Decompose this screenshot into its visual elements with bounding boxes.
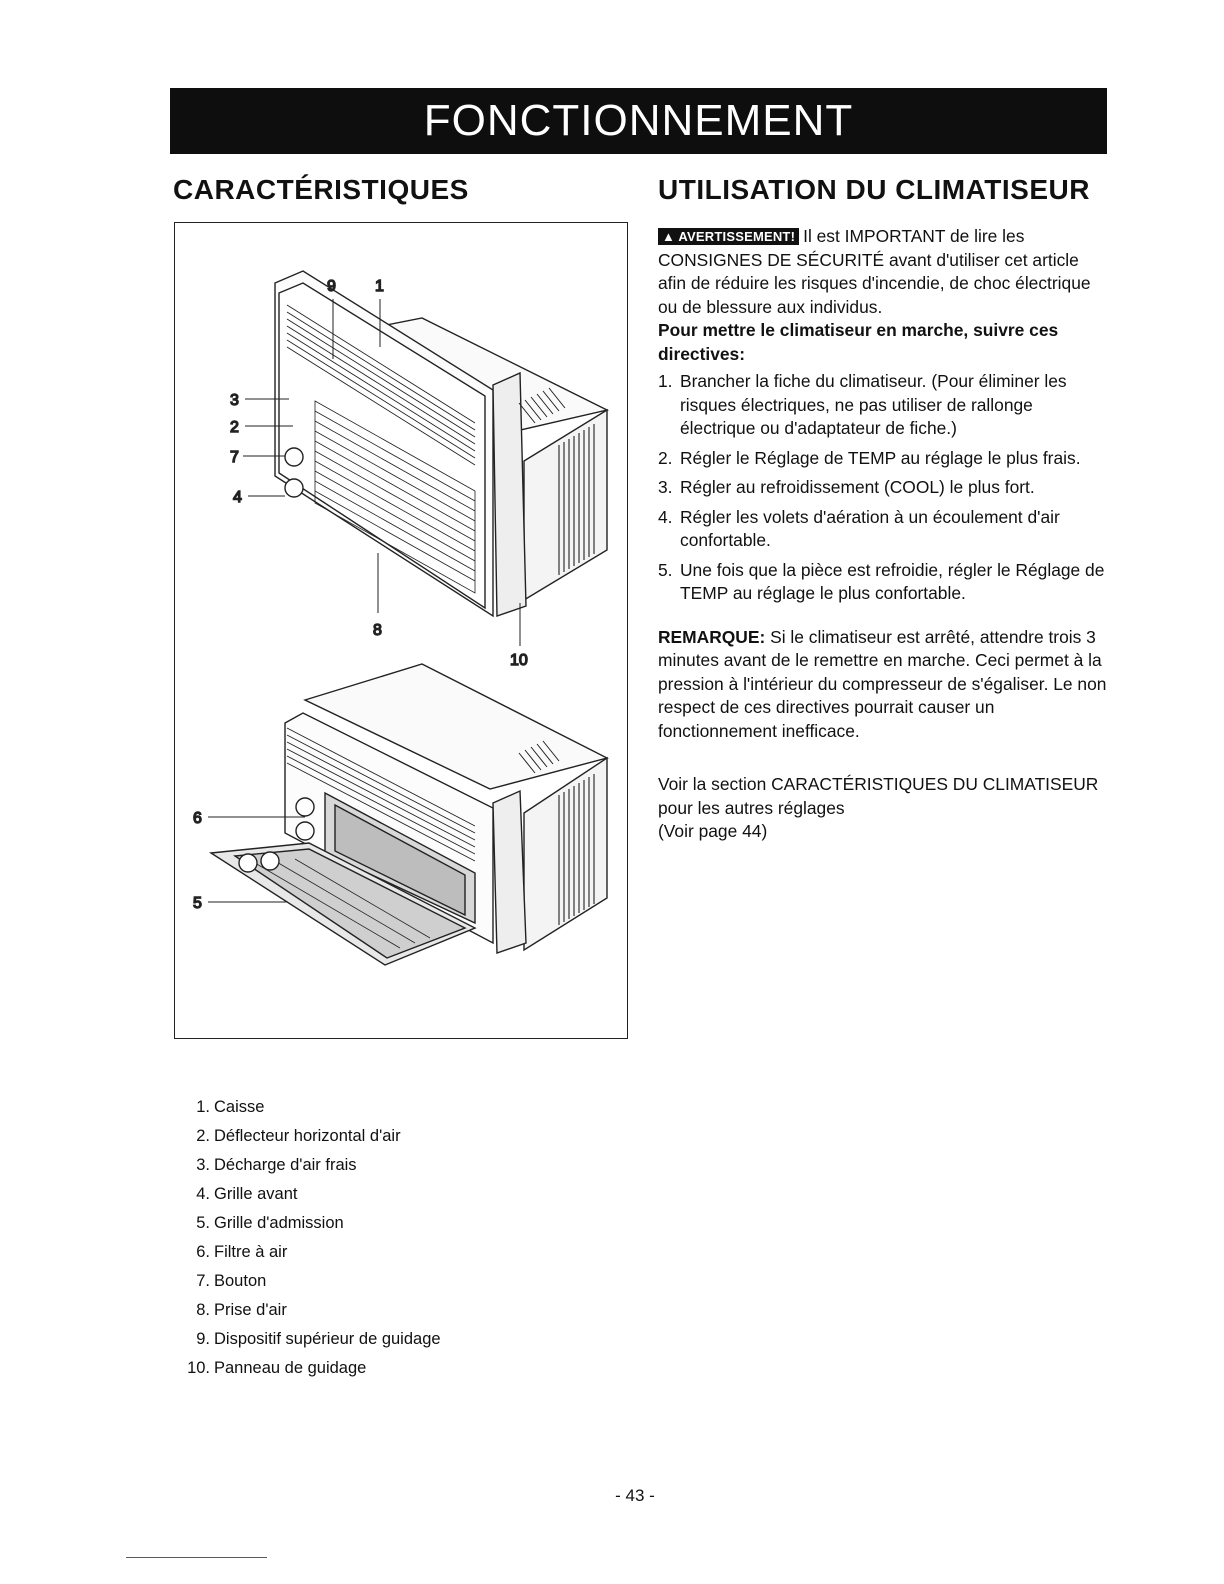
legend-label: Prise d'air: [214, 1301, 287, 1319]
legend-number: 4.: [196, 1185, 210, 1203]
ac-unit-top: [275, 271, 607, 616]
callout-4: 4: [233, 489, 242, 506]
legend-number: 9.: [196, 1330, 210, 1348]
steps-list: [658, 370, 1108, 606]
list-item: [183, 1093, 441, 1122]
step-text: Régler le Réglage de TEMP au réglage le plus frais.: [680, 447, 1081, 468]
callout-8: 8: [373, 622, 382, 639]
callout-10: 10: [510, 652, 528, 669]
ac-unit-bottom: [211, 664, 607, 965]
legend-number: 10.: [187, 1359, 210, 1377]
list-item: [183, 1180, 441, 1209]
step-text: Brancher la fiche du climatiseur. (Pour éliminer les risques électriques, ne pas utiliser de rallonge électrique ou d'adaptateur de fiche.): [680, 371, 1067, 438]
step-text: Régler au refroidissement (COOL) le plus fort.: [680, 477, 1035, 497]
list-item: [183, 1325, 441, 1354]
legend-number: 6.: [196, 1243, 210, 1261]
list-item: [183, 1209, 441, 1238]
legend-label: Caisse: [214, 1098, 265, 1116]
list-item: [658, 506, 1108, 553]
legend-label: Décharge d'air frais: [214, 1156, 357, 1174]
warning-triangle-icon: ▲: [662, 229, 676, 244]
step-number: 5.: [658, 559, 673, 580]
legend-label: Filtre à air: [214, 1243, 288, 1261]
ac-illustration: [175, 223, 629, 1040]
callout-3: 3: [230, 392, 239, 409]
legend-label: Panneau de guidage: [214, 1359, 367, 1377]
note-label: REMARQUE:: [658, 626, 766, 647]
features-heading: CARACTÉRISTIQUES: [173, 174, 469, 205]
step-text: Régler les volets d'aération à un écoulement d'air confortable.: [680, 506, 1060, 550]
legend-label: Grille d'admission: [214, 1214, 344, 1232]
legend-number: 8.: [196, 1301, 210, 1319]
list-item: [183, 1238, 441, 1267]
step-number: 4.: [658, 506, 673, 527]
usage-heading: UTILISATION DU CLIMATISEUR: [658, 174, 1090, 205]
list-item: [658, 447, 1108, 471]
see-also-page: (Voir page 44): [658, 821, 768, 841]
callout-6: 6: [193, 810, 202, 827]
step-number: 2.: [658, 447, 673, 468]
legend-number: 2.: [196, 1127, 210, 1145]
usage-section: [658, 225, 1108, 844]
callout-7: 7: [230, 449, 239, 466]
callout-5: 5: [193, 895, 202, 912]
note-paragraph: [658, 626, 1108, 744]
list-item: [183, 1296, 441, 1325]
step-number: 3.: [658, 477, 673, 497]
list-item: [658, 559, 1108, 606]
see-also-paragraph: [658, 773, 1108, 844]
list-item: [183, 1122, 441, 1151]
legend-number: 7.: [196, 1272, 210, 1290]
legend-number: 1.: [196, 1098, 210, 1116]
list-item: [183, 1354, 441, 1383]
directive-text: Pour mettre le climatiseur en marche, suivre ces directives:: [658, 320, 1059, 364]
warning-text: Il est IMPORTANT de lire les CONSIGNES DE SÉCURITÉ avant d'utiliser cet article afin de réduire les risques d'incendie, de choc électrique ou de blessure aux individus.: [658, 226, 1091, 317]
page-number: - 43 -: [615, 1486, 655, 1505]
ac-illustration-frame: [174, 222, 628, 1039]
callout-2: 2: [230, 419, 239, 436]
callout-1: 1: [375, 278, 384, 295]
warning-badge-label: AVERTISSEMENT!: [678, 229, 796, 244]
legend-label: Dispositif supérieur de guidage: [214, 1330, 441, 1348]
list-item: [658, 476, 1108, 500]
callout-9: 9: [327, 278, 336, 295]
list-item: [183, 1267, 441, 1296]
warning-paragraph: [658, 225, 1108, 319]
list-item: [658, 370, 1108, 441]
note-text: Si le climatiseur est arrêté, attendre trois 3 minutes avant de le remettre en marche. Ceci permet à la pression à l'intérieur du compresseur de s'égaliser. Le non respect de ces directives pourrait causer un fonctionnement inefficace.: [658, 626, 1107, 741]
see-also-text: Voir la section CARACTÉRISTIQUES DU CLIMATISEUR pour les autres réglages: [658, 774, 1099, 818]
step-text: Une fois que la pièce est refroidie, régler le Réglage de TEMP au réglage le plus confortable.: [680, 559, 1105, 603]
section-banner: FONCTIONNEMENT: [170, 88, 1107, 154]
legend-label: Bouton: [214, 1272, 267, 1290]
warning-badge: [658, 228, 799, 245]
legend-number: 5.: [196, 1214, 210, 1232]
legend-label: Grille avant: [214, 1185, 298, 1203]
list-item: [183, 1151, 441, 1180]
footer-rule: [126, 1557, 267, 1558]
legend-label: Déflecteur horizontal d'air: [214, 1127, 401, 1145]
parts-legend: [183, 1093, 441, 1383]
step-number: 1.: [658, 371, 673, 391]
legend-number: 3.: [196, 1156, 210, 1174]
